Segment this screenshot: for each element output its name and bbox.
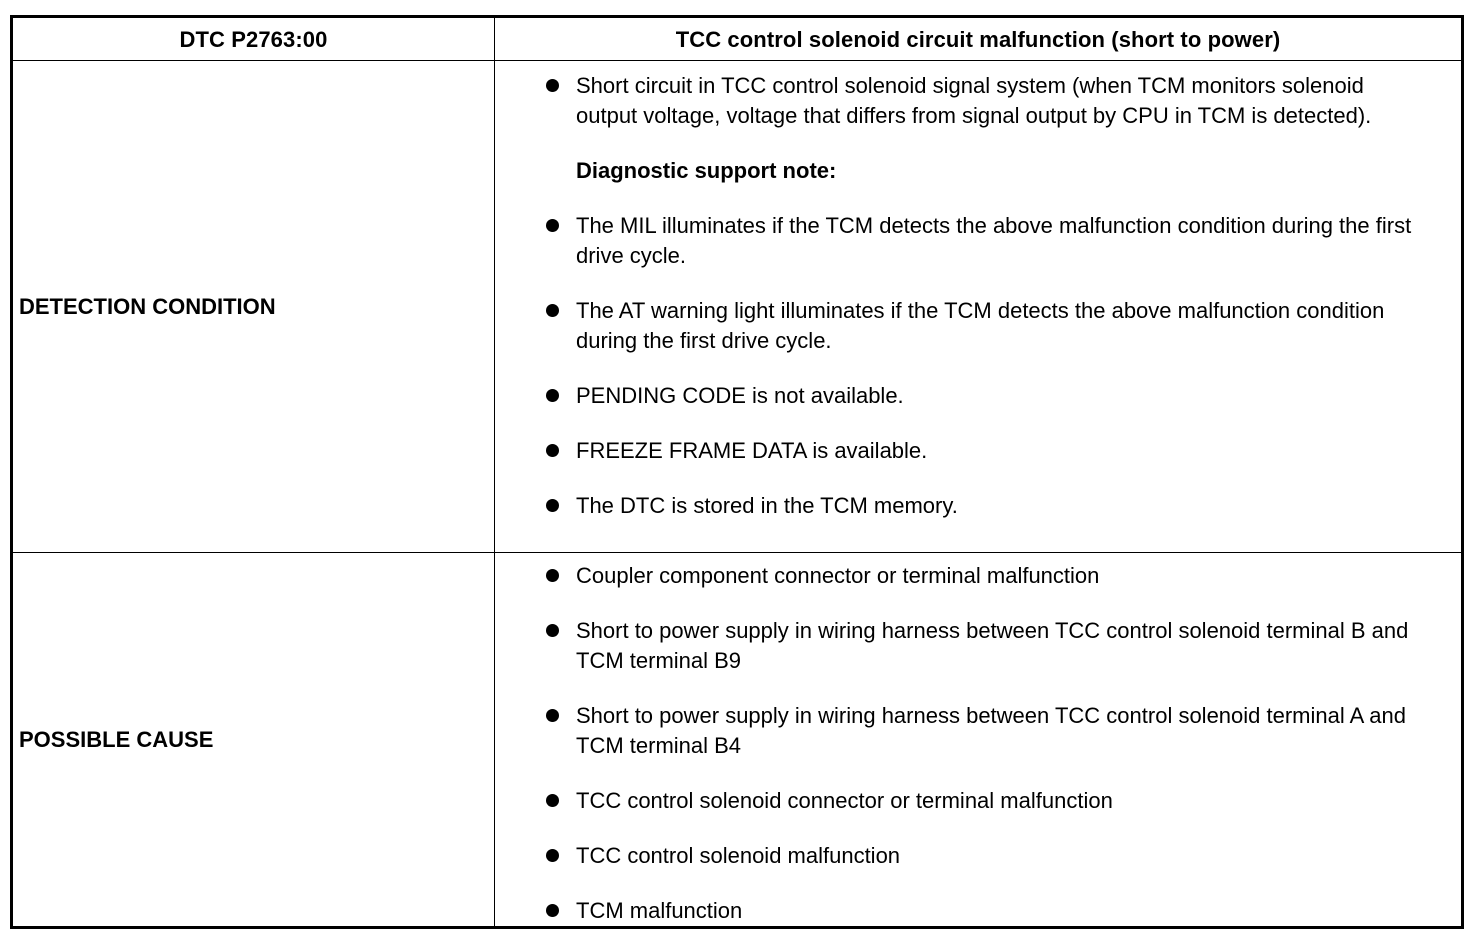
list-item-text: PENDING CODE is not available. — [576, 383, 904, 408]
cause-label-cell — [13, 553, 495, 926]
possible-cause-label: POSSIBLE CAUSE — [19, 726, 214, 752]
detection-label-cell — [13, 61, 495, 552]
list-item-text: Short to power supply in wiring harness between TCC control solenoid terminal B and TCM terminal B9 — [576, 618, 1409, 673]
detection-content-cell — [495, 61, 1461, 552]
list-item-text: Short to power supply in wiring harness between TCC control solenoid terminal A and TCM terminal B4 — [576, 703, 1406, 758]
bullet-icon — [546, 304, 559, 317]
list-item — [543, 436, 1421, 466]
bullet-icon — [546, 709, 559, 722]
dtc-table — [10, 15, 1464, 929]
bullet-icon — [546, 624, 559, 637]
bullet-icon — [546, 79, 559, 92]
list-item-text: The DTC is stored in the TCM memory. — [576, 493, 958, 518]
list-item — [543, 616, 1421, 676]
list-item — [543, 896, 1421, 926]
header-description-cell — [495, 18, 1461, 60]
list-item-text: TCC control solenoid malfunction — [576, 843, 901, 868]
list-item-text: Short circuit in TCC control solenoid signal system (when TCM monitors solenoid output voltage, voltage that differs from signal output by CPU in TCM is detected). — [576, 73, 1372, 128]
bullet-icon — [546, 849, 559, 862]
list-item — [543, 786, 1421, 816]
list-item-text: TCC control solenoid connector or terminal malfunction — [576, 788, 1113, 813]
list-item-text: FREEZE FRAME DATA is available. — [576, 438, 928, 463]
list-item — [543, 701, 1421, 761]
list-item — [543, 381, 1421, 411]
possible-cause-row — [13, 553, 1461, 926]
table-header-row — [13, 18, 1461, 61]
bullet-icon — [546, 904, 559, 917]
diagnostic-note-heading: Diagnostic support note: — [576, 158, 837, 183]
detection-condition-label: DETECTION CONDITION — [19, 293, 276, 319]
list-item-text: The AT warning light illuminates if the TCM detects the above malfunction condition during the first drive cycle. — [576, 298, 1385, 353]
dtc-code: DTC P2763:00 — [179, 27, 328, 52]
list-item — [543, 296, 1421, 356]
list-item-text: TCM malfunction — [576, 898, 743, 923]
bullet-icon — [546, 499, 559, 512]
cause-content-cell — [495, 553, 1461, 926]
bullet-icon — [546, 219, 559, 232]
detection-condition-row — [13, 61, 1461, 553]
list-item-text: The MIL illuminates if the TCM detects the above malfunction condition during the first drive cycle. — [576, 213, 1412, 268]
list-item — [543, 491, 1421, 521]
list-item — [543, 841, 1421, 871]
bullet-icon — [546, 569, 559, 582]
list-item-text: Coupler component connector or terminal malfunction — [576, 563, 1100, 588]
header-code-cell — [13, 18, 495, 60]
list-item — [543, 211, 1421, 271]
cause-list — [543, 561, 1421, 926]
list-item — [543, 71, 1421, 131]
bullet-icon — [546, 389, 559, 402]
bullet-icon — [546, 794, 559, 807]
bullet-icon — [546, 444, 559, 457]
dtc-description: TCC control solenoid circuit malfunction (short to power) — [675, 27, 1281, 52]
detection-list — [543, 71, 1421, 521]
list-item — [543, 561, 1421, 591]
